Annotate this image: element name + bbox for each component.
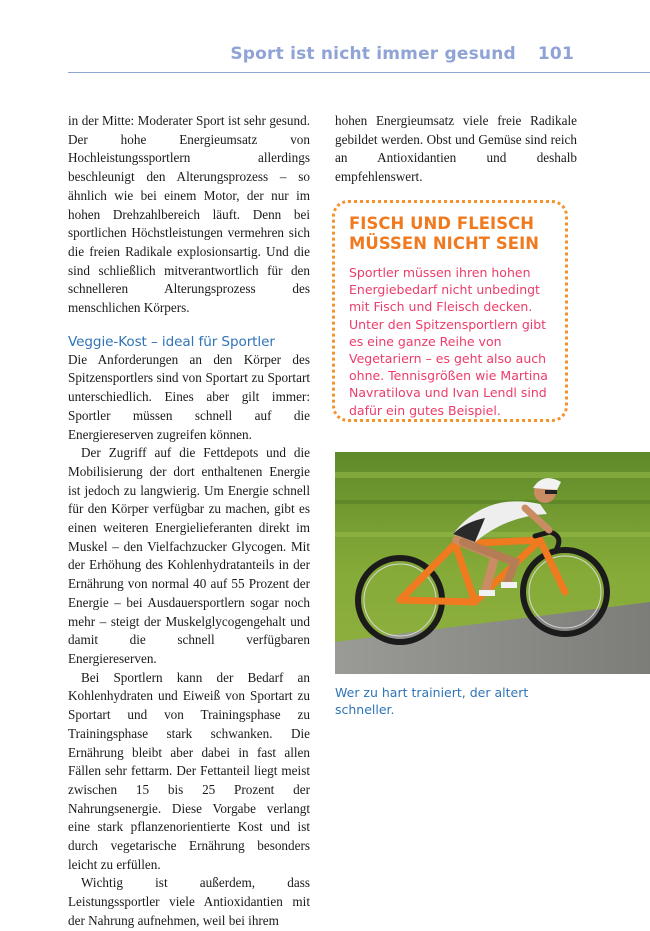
right-text-column bbox=[335, 112, 577, 187]
paragraph: in der Mitte: Moderater Sport ist sehr gesund. Der hohe Energieumsatz von Hochleistungssportlern allerdings beschleunigt den Alterungsprozess – so ähnlich wie bei einem Motor, der nur im hohen Drehzahlbereich läuft. Denn bei sportlichen Höchstleistungen vermehren sich die freien Radikale explosionsartig. Und die sind schließlich mitverantwortlich für den schnelleren Alterungsprozess des menschlichen Körpers. bbox=[68, 113, 310, 316]
left-text-column bbox=[68, 112, 310, 931]
paragraph: Wichtig ist außerdem, dass Leistungssportler viele Antioxidantien mit der Nahrung aufnehmen, weil bei ihrem bbox=[68, 875, 310, 928]
paragraph: hohen Energieumsatz viele freie Radikale gebildet werden. Obst und Gemüse sind reich an Antioxidantien und deshalb empfehlenswert. bbox=[335, 113, 577, 185]
page-number: 101 bbox=[537, 44, 574, 64]
running-header bbox=[54, 44, 574, 64]
cyclist-photo bbox=[335, 452, 650, 674]
info-box-title-line: MÜSSEN NICHT SEIN bbox=[349, 234, 540, 253]
info-box-body: Sportler müssen ihren hohen Energiebedarf nicht unbedingt mit Fisch und Fleisch decken. Unter den Spitzensportlern gibt es eine ganze Reihe von Vegetariern – es geht also auch ohne. Tennisgrößen wie Martina Navratilova und Ivan Lendl sind dafür ein gutes Beispiel. bbox=[349, 265, 548, 418]
section-heading: Veggie-Kost – ideal für Sportler bbox=[68, 333, 275, 350]
paragraph: Die Anforderungen an den Körper des Spitzensportlers sind von Sportart zu Sportart unterschiedlich. Eines aber gilt immer: Sportler müssen schnell auf die Energiereserven zugreifen können. bbox=[68, 351, 310, 442]
photo-caption: Wer zu hart trainiert, der altert schneller. bbox=[335, 685, 529, 717]
header-divider bbox=[68, 72, 650, 73]
info-box-title bbox=[349, 214, 555, 254]
info-box bbox=[332, 200, 568, 422]
paragraph: Der Zugriff auf die Fettdepots und die Mobilisierung der dort enthaltenen Energie ist jedoch zu langwierig. Um Energie schnell für den Körper verfügbar zu machen, gibt es einen weiteren Energielieferanten direkt im Muskel – den Vielfachzucker Glycogen. Mit der Erhöhung des Kohlenhydratanteils in der Ernährung von normal 40 auf 55 Prozent der Energie – bei Ausdauersportlern sogar noch mehr – steigt der Muskelglycogengehalt und damit die schnell verfügbaren Energiereserven. bbox=[68, 445, 310, 666]
info-box-title-line: FISCH UND FLEISCH bbox=[349, 214, 535, 233]
paragraph: Bei Sportlern kann der Bedarf an Kohlenhydraten und Eiweiß von Sportart zu Sportart und von Trainingsphase zu Trainingsphase stark schwanken. Die Ernährung bleibt aber dabei in fast allen Fällen sehr fettarm. Der Fettanteil liegt meist zwischen 15 bis 25 Prozent der Nahrungsenergie. Diese Vorgabe verlangt eine stark pflanzenorientierte Kost und ist durch vegetarische Ernährung besonders leicht zu erfüllen. bbox=[68, 669, 310, 872]
chapter-title: Sport ist nicht immer gesund bbox=[230, 44, 516, 64]
